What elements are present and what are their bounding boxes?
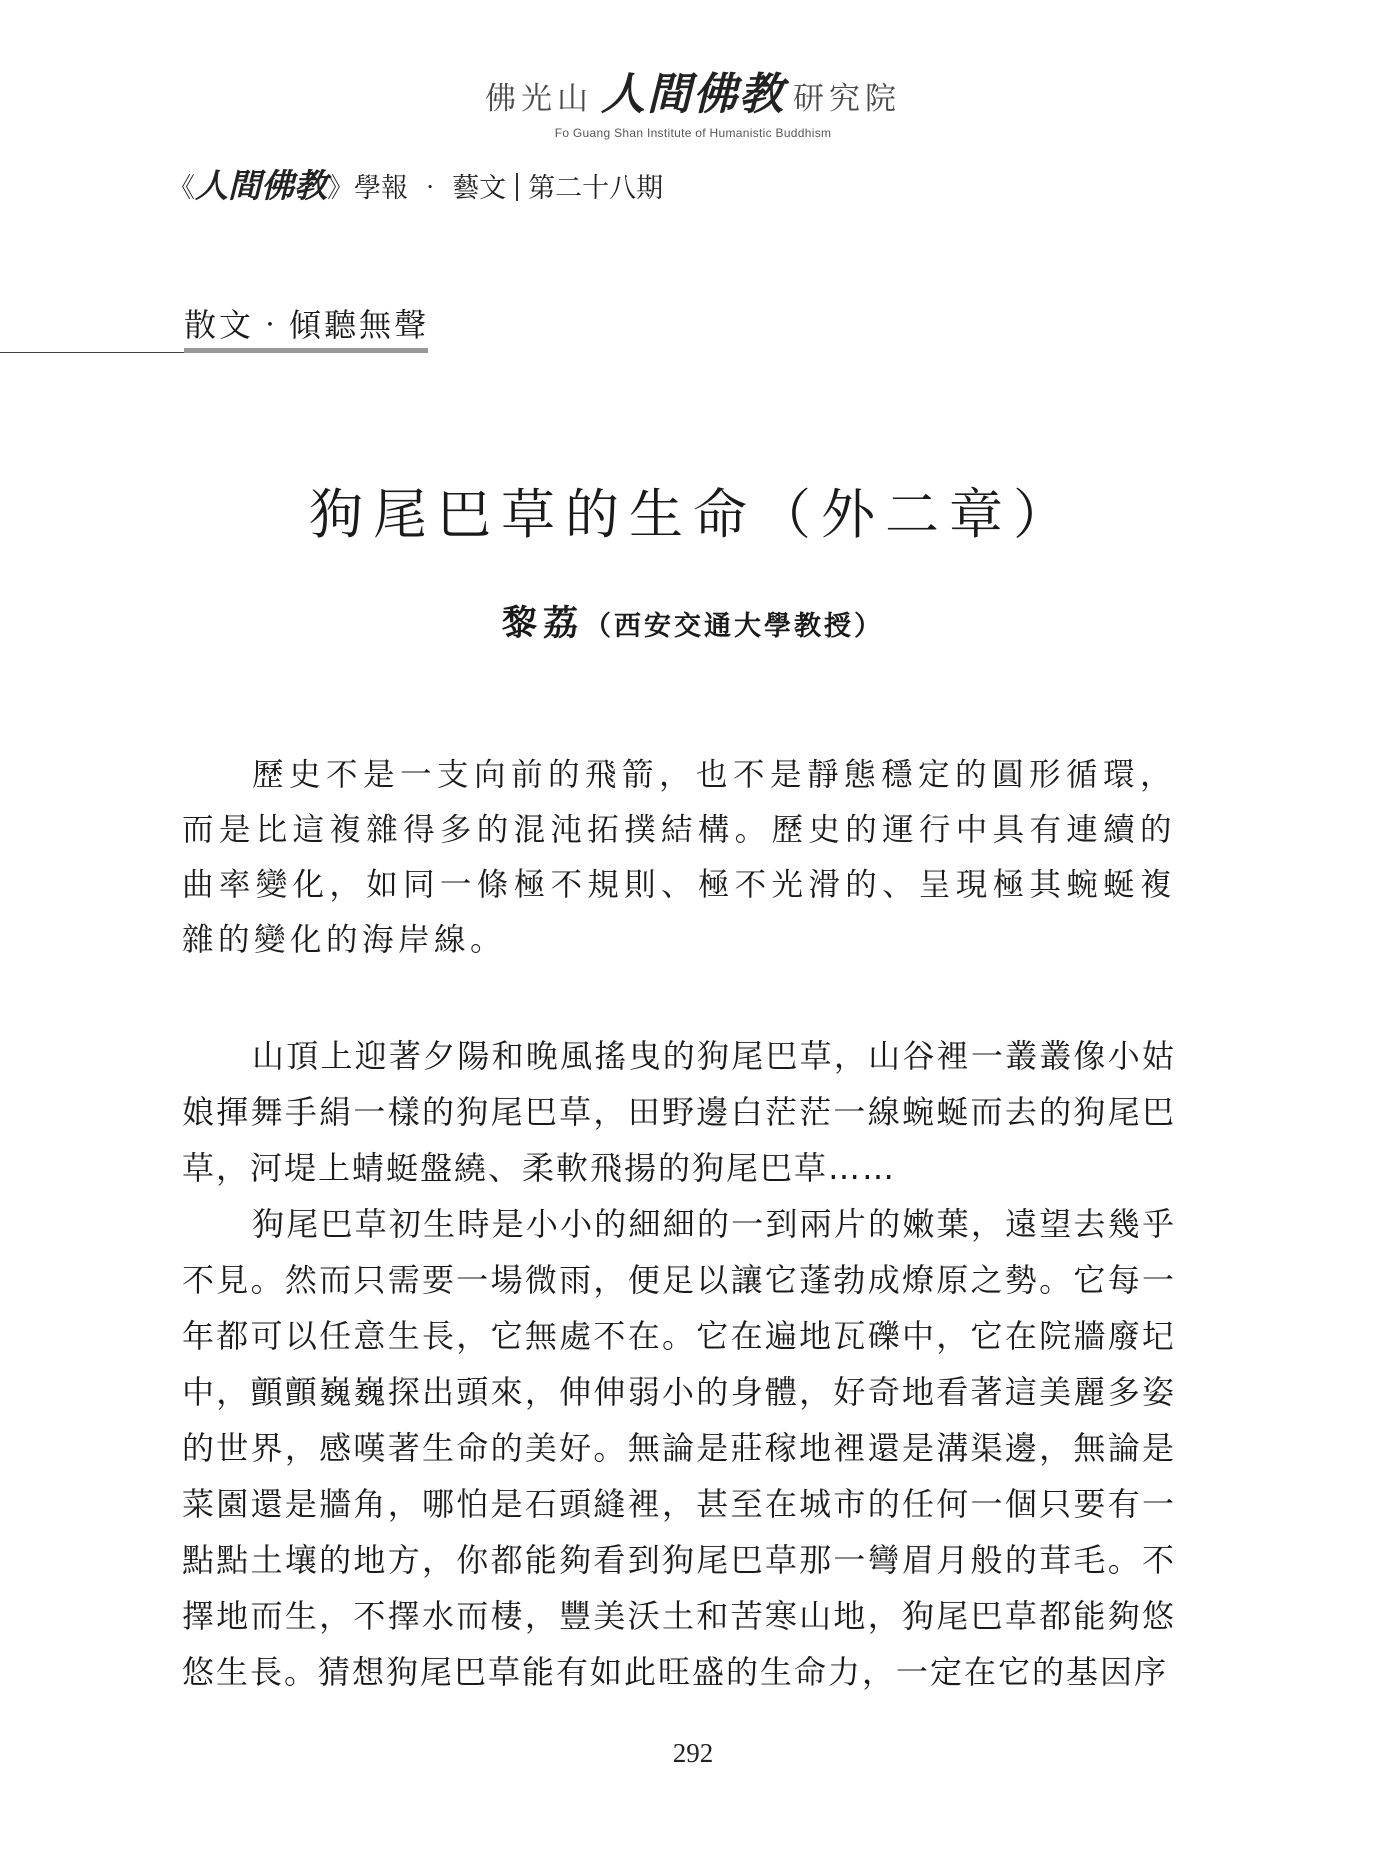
article-title: 狗尾巴草的生命（外二章） xyxy=(309,483,1077,546)
section-label: 散文‧傾聽無聲 xyxy=(184,306,430,344)
journal-title-rest: 》學報 ‧ 藝文 xyxy=(327,173,507,204)
journal-issue: 第二十八期 xyxy=(528,173,664,204)
institute-name xyxy=(0,58,1386,122)
article-body xyxy=(182,1028,1176,1700)
institute-header xyxy=(0,58,1386,140)
page-number: 292 xyxy=(672,1738,714,1768)
institute-english-name: Fo Guang Shan Institute of Humanistic Buddhism xyxy=(554,126,832,140)
journal-header xyxy=(168,160,663,207)
paragraph-2: 狗尾巴草初生時是小小的細細的一到兩片的嫩葉，遠望去幾乎不見。然而只需要一場微雨，便足以讓它蓬勃成燎原之勢。它每一年都可以任意生長，它無處不在。它在遍地瓦礫中，它在院牆廢圮中，顫顫巍巍探出頭來，伸伸弱小的身體，好奇地看著這美麗多姿的世界，感嘆著生命的美好。無論是莊稼地裡還是溝渠邊，無論是菜園還是牆角，哪怕是石頭縫裡，甚至在城市的任何一個只要有一點點土壤的地方，你都能夠看到狗尾巴草那一彎眉月般的茸毛。不擇地而生，不擇水而棲，豐美沃土和苦寒山地，狗尾巴草都能夠悠悠生長。猜想狗尾巴草能有如此旺盛的生命力，一定在它的基因序 xyxy=(182,1205,1176,1691)
paragraph-1: 山頂上迎著夕陽和晚風搖曳的狗尾巴草，山谷裡一叢叢像小姑娘揮舞手絹一樣的狗尾巴草，田野邊白茫茫一線蜿蜒而去的狗尾巴草，河堤上蜻蜓盤繞、柔軟飛揚的狗尾巴草…… xyxy=(182,1037,1176,1187)
section-underline xyxy=(184,348,428,353)
author-name: 黎荔 xyxy=(501,603,584,644)
author-line xyxy=(0,596,1386,646)
journal-separator xyxy=(516,173,518,201)
author-affiliation: （西安交通大學教授） xyxy=(584,611,884,642)
journal-brand: 人間佛教 xyxy=(195,166,327,205)
epigraph: 歷史不是一支向前的飛箭，也不是靜態穩定的圓形循環，而是比這複雜得多的混沌拓撲結構。歷史的運行中具有連續的曲率變化，如同一條極不規則、極不光滑的、呈現極其蜿蜒複雜的變化的海岸線。 xyxy=(182,757,1176,958)
institute-name-suffix: 研究院 xyxy=(793,81,901,117)
institute-brand-logo: 人間佛教 xyxy=(601,69,785,120)
institute-name-prefix: 佛光山 xyxy=(485,81,593,117)
journal-open-quote: 《 xyxy=(168,173,195,204)
